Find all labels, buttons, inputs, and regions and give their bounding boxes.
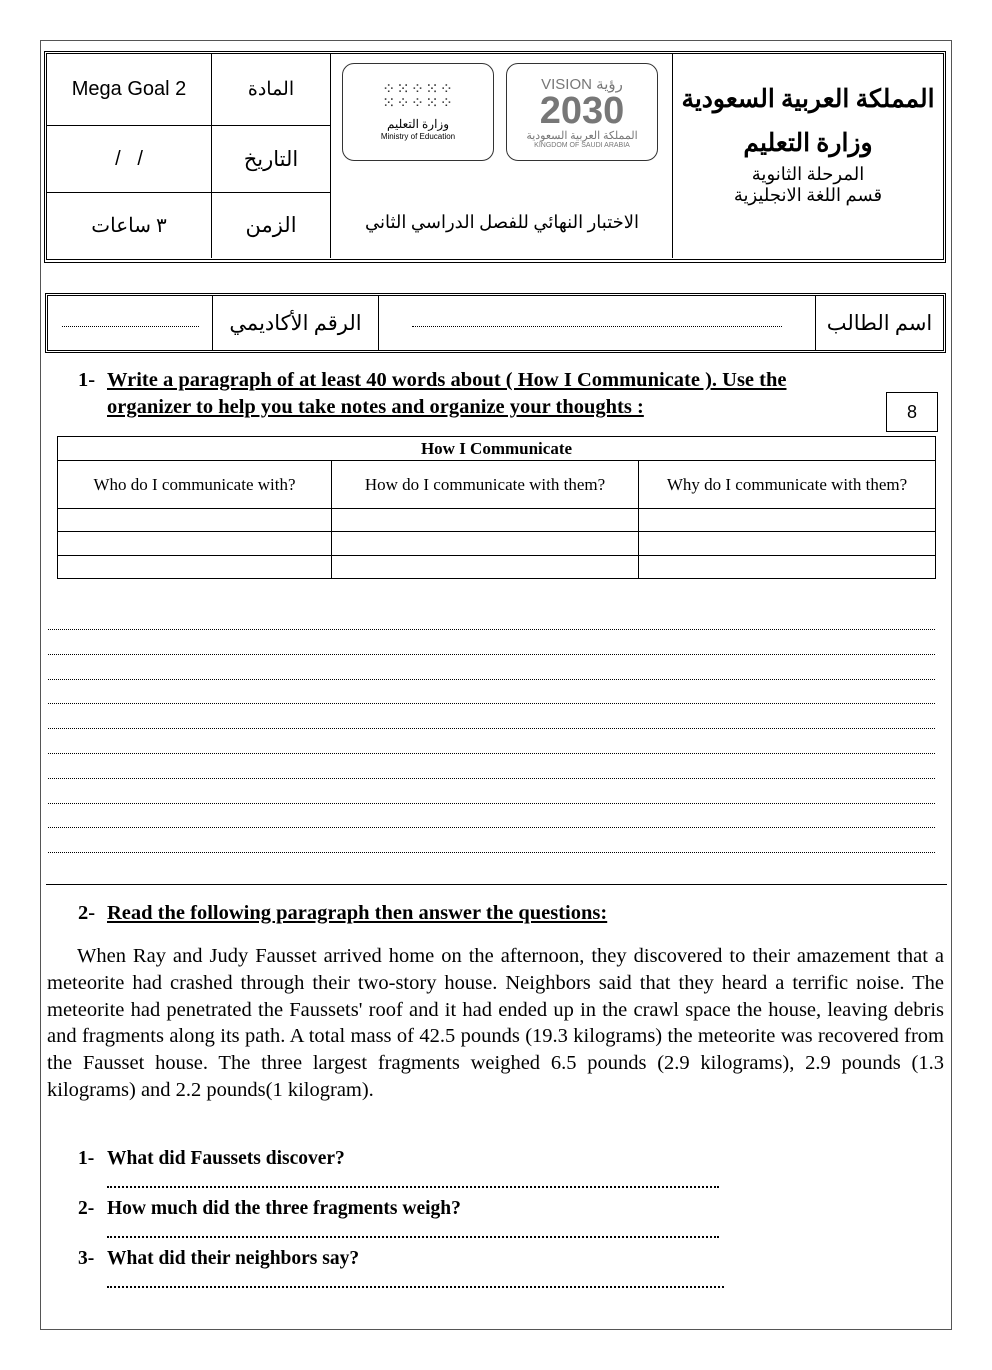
answer-line[interactable] <box>48 629 935 630</box>
question-text: How much did the three fragments weigh? <box>107 1198 461 1219</box>
organizer-title: How I Communicate <box>58 437 936 461</box>
academic-id-label: الرقم الأكاديمي <box>213 296 379 350</box>
dots-emblem-icon: ⁘⁙⁘⁙⁘ ⁙⁘⁘⁙⁘ <box>381 81 455 112</box>
answer-line[interactable] <box>48 703 935 704</box>
column-who: Who do I communicate with? <box>58 461 332 509</box>
time-value: ٣ ساعات <box>47 193 212 258</box>
q2-heading: Read the following paragraph then answer the questions: <box>107 902 608 924</box>
academic-id-field[interactable] <box>48 296 213 350</box>
student-name-label: اسم الطالب <box>826 310 933 335</box>
date-value[interactable]: / / <box>47 126 212 193</box>
question-answer-line[interactable] <box>107 1236 719 1238</box>
ruya-text: رؤية <box>596 76 623 93</box>
stage-name: المرحلة الثانوية <box>751 164 865 184</box>
vision-text: VISION <box>541 76 592 93</box>
organizer-cell[interactable] <box>58 556 332 579</box>
question-text: What did Faussets discover? <box>107 1148 345 1169</box>
organizer-cell[interactable] <box>639 556 936 579</box>
logos-cell <box>331 54 673 258</box>
answer-line[interactable] <box>48 753 935 754</box>
answer-line[interactable] <box>48 728 935 729</box>
column-how: How do I communicate with them? <box>332 461 639 509</box>
exam-title: الاختبار النهائي للفصل الدراسي الثاني <box>364 212 640 232</box>
answer-line[interactable] <box>48 778 935 779</box>
q1-instruction-line1: Write a paragraph of at least 40 words about ( How I Communicate ). Use the <box>107 369 787 391</box>
organizer-cell[interactable] <box>639 532 936 556</box>
ministry-of-education-logo <box>342 63 494 161</box>
question-answer-line[interactable] <box>107 1186 719 1188</box>
department-name: قسم اللغة الانجليزية <box>733 185 883 205</box>
organizer-table <box>57 436 936 579</box>
moe-arabic: وزارة التعليم <box>387 117 449 131</box>
organizer-cell[interactable] <box>332 509 639 532</box>
exam-header <box>44 51 946 263</box>
organizer-cell[interactable] <box>58 509 332 532</box>
organizer-cell[interactable] <box>58 532 332 556</box>
question-number: 2- <box>78 1198 95 1219</box>
dotted-line <box>412 326 782 327</box>
answer-line[interactable] <box>48 679 935 680</box>
organizer-cell[interactable] <box>332 532 639 556</box>
date-label: التاريخ <box>212 126 331 193</box>
institution-cell <box>673 54 943 258</box>
question-answer-line[interactable] <box>107 1286 724 1288</box>
subject-label: المادة <box>212 54 331 126</box>
q2-number: 2- <box>78 902 96 924</box>
vision-2030-logo <box>506 63 658 161</box>
student-name-field[interactable] <box>379 296 816 350</box>
ministry-name: وزارة التعليم <box>743 130 873 157</box>
organizer-cell[interactable] <box>639 509 936 532</box>
student-info-row <box>45 293 946 353</box>
organizer-cell[interactable] <box>332 556 639 579</box>
vision-year: 2030 <box>539 90 625 132</box>
kingdom-name: المملكة العربية السعودية <box>681 86 935 113</box>
moe-english: Ministry of Education <box>380 132 456 141</box>
q1-instruction-line2: organizer to help you take notes and organize your thoughts : <box>107 396 644 418</box>
answer-line[interactable] <box>48 827 935 828</box>
question-number: 3- <box>78 1248 95 1269</box>
vision-arabic: المملكة العربية السعودية <box>526 130 638 142</box>
question-text: What did their neighbors say? <box>107 1248 360 1269</box>
answer-line[interactable] <box>48 852 935 853</box>
answer-line[interactable] <box>48 803 935 804</box>
dotted-line <box>62 326 199 327</box>
vision-english: KINGDOM OF SAUDI ARABIA <box>534 142 630 149</box>
q1-number: 1- <box>78 369 96 391</box>
column-why: Why do I communicate with them? <box>639 461 936 509</box>
question-number: 1- <box>78 1148 95 1169</box>
q1-mark-box: 8 <box>886 392 938 432</box>
subject-value: Mega Goal 2 <box>47 54 212 126</box>
time-label: الزمن <box>212 193 331 258</box>
section-divider <box>46 884 947 885</box>
answer-line[interactable] <box>48 654 935 655</box>
reading-paragraph: When Ray and Judy Fausset arrived home on the afternoon, they discovered to their amazement that a meteorite had crashed through their two-story house. Neighbors said that they heard a terrific noise. The meteorite had penetrated the Faussets' roof and it had ended up in the crawl space the house, leaving debris and fragments along its path. A total mass of 42.5 pounds (19.3 kilograms) the meteorite was recovered from the Fausset house. The three largest fragments weighed 6.5 pounds (2.9 kilograms), 2.9 pounds (1.3 kilograms) and 2.2 pounds(1 kilogram). <box>47 945 944 1101</box>
